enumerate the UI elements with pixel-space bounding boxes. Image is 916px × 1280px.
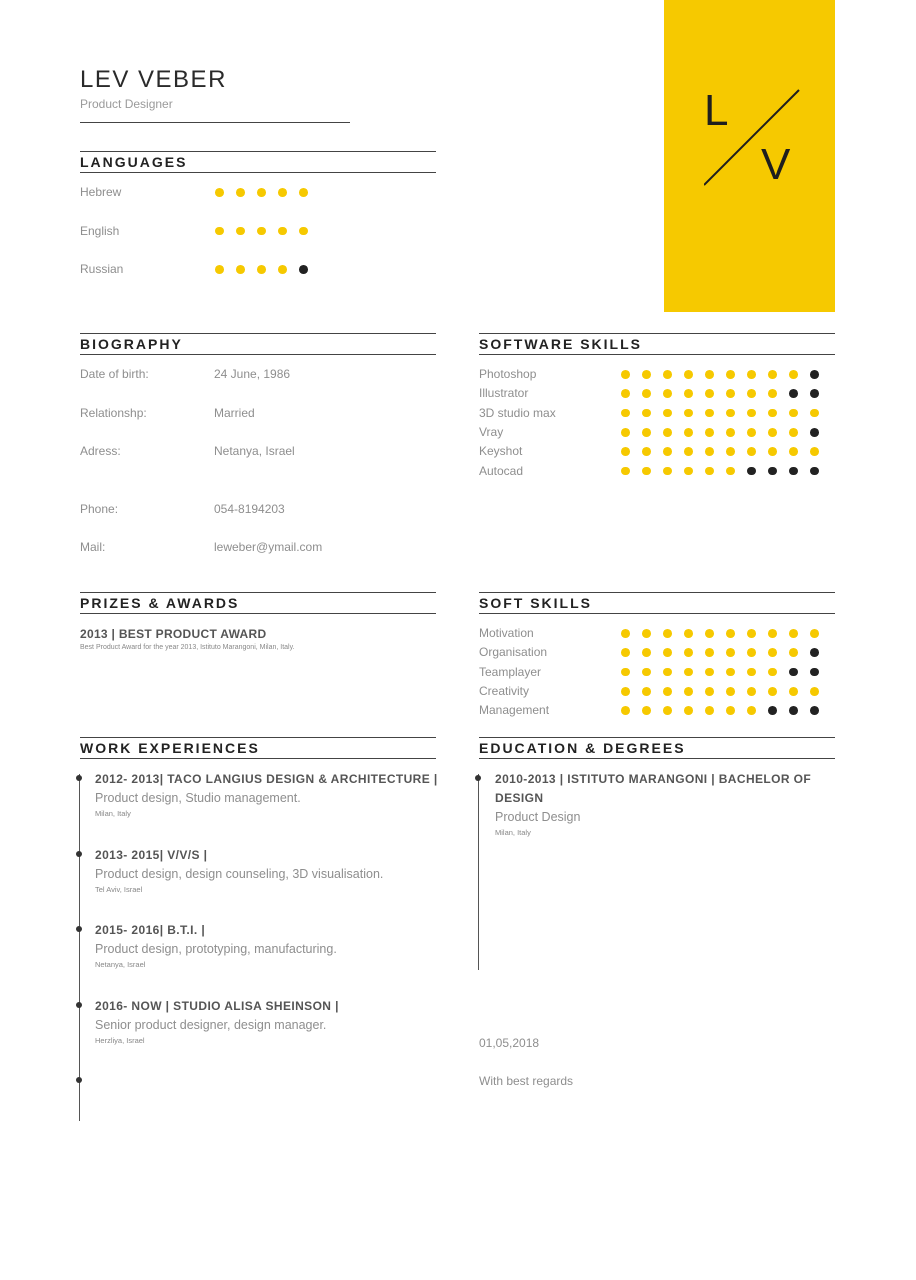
software-skill-dot bbox=[747, 389, 756, 398]
software-skill-dot bbox=[663, 370, 672, 379]
software-skill-dot bbox=[747, 370, 756, 379]
work-desc: Senior product designer, design manager. bbox=[95, 1018, 327, 1033]
soft-skill-dot bbox=[705, 668, 714, 677]
software-skill-dot bbox=[726, 409, 735, 418]
soft-skill-dot bbox=[810, 706, 819, 715]
language-label: English bbox=[80, 223, 120, 238]
monogram-letter-bottom: V bbox=[761, 140, 791, 189]
soft-skill-dot bbox=[768, 629, 777, 638]
software-skills-section-header bbox=[479, 333, 835, 355]
soft-skill-dot bbox=[621, 706, 630, 715]
software-skill-dot bbox=[726, 467, 735, 476]
closing-text: With best regards bbox=[479, 1074, 574, 1088]
work-desc: Product design, design counseling, 3D visualisation. bbox=[95, 866, 384, 881]
software-skill-dot bbox=[810, 467, 819, 476]
software-skill-dot bbox=[810, 389, 819, 398]
language-dot bbox=[236, 227, 245, 236]
soft-skill-dot bbox=[810, 629, 819, 638]
software-skill-dot bbox=[705, 428, 714, 437]
language-dot bbox=[299, 188, 308, 197]
work-desc: Product design, prototyping, manufacturing. bbox=[95, 942, 337, 957]
bio-value: Netanya, Israel bbox=[214, 444, 295, 458]
software-skill-dot bbox=[663, 389, 672, 398]
soft-skill-dot bbox=[663, 706, 672, 715]
software-skill-dot bbox=[789, 428, 798, 437]
soft-skill-dot bbox=[747, 706, 756, 715]
languages-heading: LANGUAGES bbox=[80, 154, 188, 170]
software-skill-dot bbox=[810, 428, 819, 437]
monogram-letter-top: L bbox=[704, 86, 729, 135]
software-skill-rating bbox=[621, 428, 819, 437]
prize-detail: Best Product Award for the year 2013, Istituto Marangoni, Milan, Italy. bbox=[80, 644, 295, 651]
soft-skill-dot bbox=[768, 648, 777, 657]
soft-skill-dot bbox=[663, 629, 672, 638]
soft-skill-label: Motivation bbox=[479, 626, 534, 640]
language-dot bbox=[278, 188, 287, 197]
software-skill-dot bbox=[789, 447, 798, 456]
software-skill-dot bbox=[768, 389, 777, 398]
soft-skill-dot bbox=[642, 706, 651, 715]
work-location: Milan, Italy bbox=[95, 809, 131, 818]
soft-skills-section-header bbox=[479, 592, 835, 614]
soft-skill-dot bbox=[747, 687, 756, 696]
language-dot bbox=[257, 227, 266, 236]
prizes-heading: PRIZES & AWARDS bbox=[80, 595, 240, 611]
soft-skill-rating bbox=[621, 687, 819, 696]
soft-skill-dot bbox=[726, 629, 735, 638]
soft-skill-dot bbox=[747, 668, 756, 677]
soft-skill-dot bbox=[663, 687, 672, 696]
education-timeline-dot bbox=[475, 775, 481, 781]
languages-section-header bbox=[80, 151, 436, 173]
soft-skill-rating bbox=[621, 648, 819, 657]
soft-skill-dot bbox=[747, 648, 756, 657]
soft-skill-dot bbox=[705, 706, 714, 715]
software-skill-dot bbox=[705, 389, 714, 398]
software-skill-dot bbox=[621, 389, 630, 398]
language-dot bbox=[299, 227, 308, 236]
work-location: Herzliya, Israel bbox=[95, 1036, 145, 1046]
soft-skill-dot bbox=[684, 629, 693, 638]
software-skill-dot bbox=[726, 428, 735, 437]
software-skill-dot bbox=[621, 409, 630, 418]
soft-skill-dot bbox=[726, 706, 735, 715]
biography-section-header bbox=[80, 333, 436, 355]
letter-date: 01,05,2018 bbox=[479, 1036, 540, 1050]
education-title-line1: 2010-2013 | ISTITUTO MARANGONI | BACHELOR OF bbox=[495, 772, 812, 786]
software-skill-dot bbox=[705, 409, 714, 418]
software-skill-rating bbox=[621, 447, 819, 456]
soft-skill-dot bbox=[642, 629, 651, 638]
resume-name: LEV VEBER bbox=[80, 66, 227, 93]
language-dot bbox=[215, 265, 224, 274]
soft-skill-dot bbox=[726, 648, 735, 657]
soft-skill-dot bbox=[621, 629, 630, 638]
software-skills-heading: SOFTWARE SKILLS bbox=[479, 336, 642, 352]
soft-skill-dot bbox=[789, 668, 798, 677]
software-skill-label: Illustrator bbox=[479, 386, 529, 401]
language-dot bbox=[257, 188, 266, 197]
work-location: Netanya, Israel bbox=[95, 960, 146, 970]
language-label: Hebrew bbox=[80, 185, 122, 199]
soft-skill-rating bbox=[621, 668, 819, 677]
soft-skill-dot bbox=[684, 706, 693, 715]
soft-skill-dot bbox=[768, 687, 777, 696]
software-skill-rating bbox=[621, 409, 819, 418]
education-location: Milan, Italy bbox=[495, 828, 531, 837]
software-skill-rating bbox=[621, 370, 819, 379]
software-skill-dot bbox=[642, 370, 651, 379]
software-skill-label: Photoshop bbox=[479, 367, 537, 381]
soft-skill-dot bbox=[810, 648, 819, 657]
monogram-block bbox=[664, 0, 835, 312]
soft-skill-dot bbox=[705, 687, 714, 696]
soft-skill-dot bbox=[684, 668, 693, 677]
software-skill-label: Autocad bbox=[479, 463, 524, 478]
prizes-section-header bbox=[80, 592, 436, 614]
software-skill-dot bbox=[768, 447, 777, 456]
soft-skill-dot bbox=[705, 648, 714, 657]
software-skill-dot bbox=[621, 428, 630, 437]
software-skill-label: Vray bbox=[479, 424, 504, 439]
soft-skill-dot bbox=[621, 687, 630, 696]
software-skill-dot bbox=[726, 370, 735, 379]
soft-skill-dot bbox=[621, 648, 630, 657]
software-skill-dot bbox=[684, 370, 693, 379]
soft-skill-dot bbox=[642, 687, 651, 696]
soft-skill-dot bbox=[642, 668, 651, 677]
work-title: 2012- 2013| TACO LANGIUS DESIGN & ARCHITECTURE | bbox=[95, 772, 438, 786]
work-timeline-dot bbox=[76, 1002, 82, 1008]
software-skill-label: Keyshot bbox=[479, 444, 523, 459]
soft-skill-label: Creativity bbox=[479, 683, 530, 698]
soft-skill-dot bbox=[663, 648, 672, 657]
software-skill-dot bbox=[663, 409, 672, 418]
software-skill-dot bbox=[642, 467, 651, 476]
language-dot bbox=[236, 265, 245, 274]
software-skill-rating bbox=[621, 467, 819, 476]
software-skill-dot bbox=[621, 447, 630, 456]
soft-skill-dot bbox=[789, 629, 798, 638]
software-skill-label: 3D studio max bbox=[479, 405, 556, 420]
language-rating bbox=[215, 265, 308, 274]
software-skill-dot bbox=[642, 447, 651, 456]
timeline-end-dot bbox=[76, 1077, 82, 1083]
software-skill-dot bbox=[747, 467, 756, 476]
software-skill-dot bbox=[789, 409, 798, 418]
software-skill-dot bbox=[684, 428, 693, 437]
software-skill-dot bbox=[768, 370, 777, 379]
language-dot bbox=[299, 265, 308, 274]
software-skill-dot bbox=[789, 389, 798, 398]
language-dot bbox=[215, 188, 224, 197]
language-dot bbox=[236, 188, 245, 197]
language-rating bbox=[215, 188, 308, 197]
work-heading: WORK EXPERIENCES bbox=[80, 740, 260, 756]
software-skill-dot bbox=[747, 447, 756, 456]
soft-skill-rating bbox=[621, 629, 819, 638]
education-timeline bbox=[478, 774, 479, 970]
work-section-header bbox=[80, 737, 436, 759]
language-dot bbox=[278, 265, 287, 274]
work-title: 2015- 2016| B.T.I. | bbox=[95, 923, 206, 938]
language-dot bbox=[215, 227, 224, 236]
software-skill-rating bbox=[621, 389, 819, 398]
bio-label: Relationshp: bbox=[80, 406, 147, 420]
bio-value: 24 June, 1986 bbox=[214, 367, 291, 381]
software-skill-dot bbox=[810, 447, 819, 456]
prize-title: 2013 | BEST PRODUCT AWARD bbox=[80, 627, 267, 641]
software-skill-dot bbox=[768, 409, 777, 418]
bio-label: Mail: bbox=[80, 540, 106, 554]
software-skill-dot bbox=[684, 467, 693, 476]
software-skill-dot bbox=[747, 409, 756, 418]
software-skill-dot bbox=[705, 447, 714, 456]
work-location: Tel Aviv, Israel bbox=[95, 884, 143, 894]
software-skill-dot bbox=[684, 389, 693, 398]
bio-label: Date of birth: bbox=[80, 367, 149, 381]
work-title: 2013- 2015| V/V/S | bbox=[95, 847, 208, 862]
software-skill-dot bbox=[642, 389, 651, 398]
software-skill-dot bbox=[810, 370, 819, 379]
bio-label: Adress: bbox=[80, 444, 121, 458]
work-desc: Product design, Studio management. bbox=[95, 791, 301, 805]
bio-value: leweber@ymail.com bbox=[214, 540, 323, 554]
soft-skill-dot bbox=[621, 668, 630, 677]
soft-skill-rating bbox=[621, 706, 819, 715]
software-skill-dot bbox=[768, 467, 777, 476]
work-timeline-dot bbox=[76, 775, 82, 781]
job-title: Product Designer bbox=[80, 97, 173, 111]
soft-skill-dot bbox=[684, 648, 693, 657]
soft-skill-dot bbox=[747, 629, 756, 638]
software-skill-dot bbox=[789, 467, 798, 476]
software-skill-dot bbox=[642, 409, 651, 418]
software-skill-dot bbox=[642, 428, 651, 437]
language-dot bbox=[257, 265, 266, 274]
software-skill-dot bbox=[726, 447, 735, 456]
bio-label: Phone: bbox=[80, 502, 119, 516]
bio-value: Married bbox=[214, 406, 255, 420]
soft-skill-dot bbox=[789, 687, 798, 696]
software-skill-dot bbox=[810, 409, 819, 418]
language-dot bbox=[278, 227, 287, 236]
software-skill-dot bbox=[663, 428, 672, 437]
education-desc: Product Design bbox=[495, 810, 581, 824]
bio-value: 054-8194203 bbox=[214, 502, 285, 516]
software-skill-dot bbox=[663, 467, 672, 476]
work-timeline-dot bbox=[76, 851, 82, 857]
soft-skill-dot bbox=[684, 687, 693, 696]
software-skill-dot bbox=[621, 467, 630, 476]
language-rating bbox=[215, 227, 308, 236]
work-timeline-dot bbox=[76, 926, 82, 932]
software-skill-dot bbox=[768, 428, 777, 437]
soft-skill-dot bbox=[789, 648, 798, 657]
software-skill-dot bbox=[705, 370, 714, 379]
soft-skill-label: Management bbox=[479, 703, 550, 718]
soft-skill-dot bbox=[705, 629, 714, 638]
soft-skill-dot bbox=[726, 687, 735, 696]
biography-heading: BIOGRAPHY bbox=[80, 336, 183, 352]
soft-skill-dot bbox=[789, 706, 798, 715]
software-skill-dot bbox=[747, 428, 756, 437]
software-skill-dot bbox=[663, 447, 672, 456]
education-title-line2: DESIGN bbox=[495, 791, 544, 805]
soft-skill-dot bbox=[663, 668, 672, 677]
soft-skill-dot bbox=[768, 706, 777, 715]
software-skill-dot bbox=[684, 409, 693, 418]
software-skill-dot bbox=[705, 467, 714, 476]
software-skill-dot bbox=[726, 389, 735, 398]
soft-skill-dot bbox=[642, 648, 651, 657]
work-title: 2016- NOW | STUDIO ALISA SHEINSON | bbox=[95, 999, 339, 1014]
work-timeline bbox=[79, 774, 80, 1121]
soft-skill-dot bbox=[810, 668, 819, 677]
soft-skill-label: Organisation bbox=[479, 645, 548, 660]
soft-skills-heading: SOFT SKILLS bbox=[479, 595, 592, 611]
soft-skill-label: Teamplayer bbox=[479, 664, 542, 679]
name-divider bbox=[80, 122, 350, 123]
soft-skill-dot bbox=[810, 687, 819, 696]
soft-skill-dot bbox=[726, 668, 735, 677]
education-heading: EDUCATION & DEGREES bbox=[479, 740, 686, 756]
soft-skill-dot bbox=[768, 668, 777, 677]
software-skill-dot bbox=[621, 370, 630, 379]
software-skill-dot bbox=[789, 370, 798, 379]
software-skill-dot bbox=[684, 447, 693, 456]
language-label: Russian bbox=[80, 262, 124, 276]
education-section-header bbox=[479, 737, 835, 759]
